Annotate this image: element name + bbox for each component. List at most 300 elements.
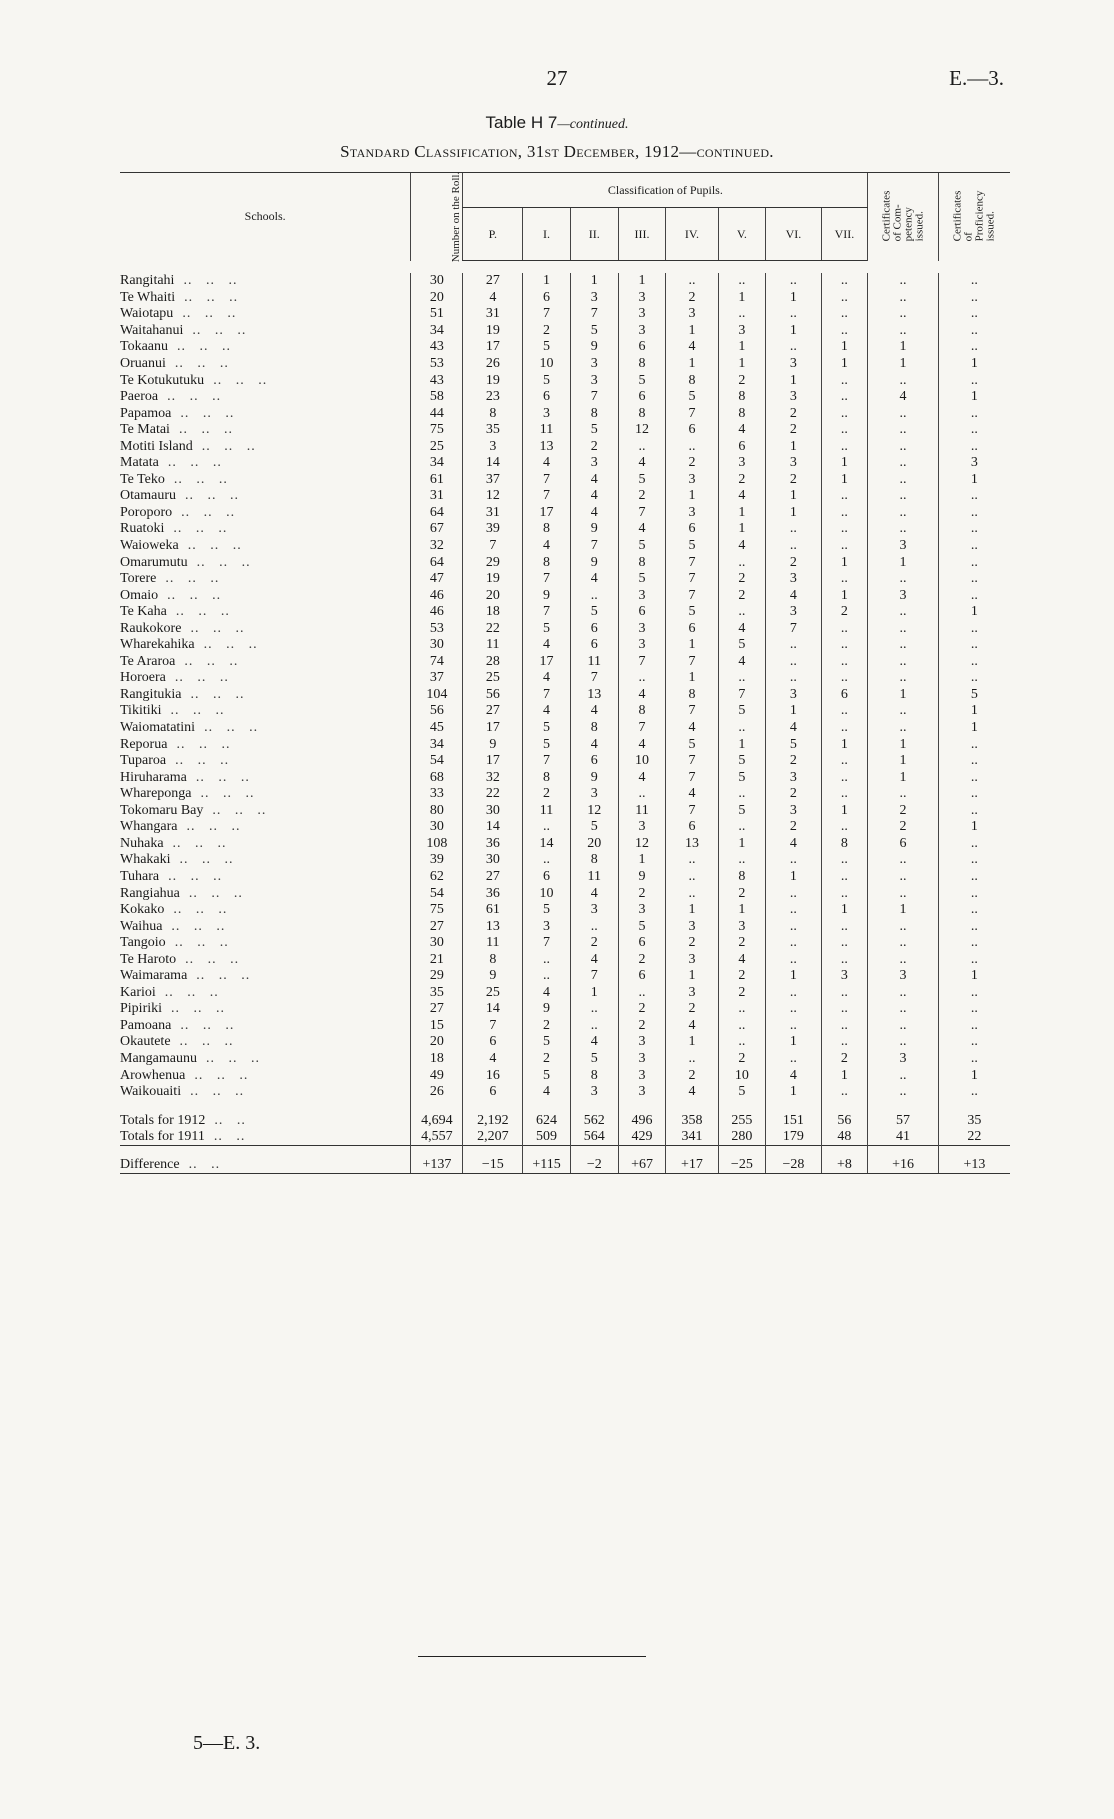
value-cell: .. xyxy=(868,505,939,522)
school-name: Horoera xyxy=(120,670,166,686)
value-cell: .. xyxy=(938,769,1010,786)
value-cell: 3 xyxy=(570,902,618,919)
value-cell: 1 xyxy=(821,587,868,604)
value-cell: 30 xyxy=(411,935,463,952)
value-cell: .. xyxy=(766,538,821,555)
school-name: Tangoio xyxy=(120,935,166,951)
value-cell: 2 xyxy=(666,1001,718,1018)
value-cell: 2 xyxy=(766,422,821,439)
value-cell: 1 xyxy=(666,968,718,985)
value-cell: 5 xyxy=(718,637,766,654)
value-cell: 4 xyxy=(463,290,523,307)
value-cell: 4,694 xyxy=(411,1112,463,1129)
value-cell: 4 xyxy=(570,951,618,968)
value-cell: 1 xyxy=(938,1067,1010,1084)
value-cell: 2 xyxy=(718,985,766,1002)
value-cell: .. xyxy=(868,869,939,886)
value-cell: 18 xyxy=(463,604,523,621)
school-name-cell xyxy=(120,951,411,968)
value-cell: 53 xyxy=(411,356,463,373)
value-cell: 58 xyxy=(411,389,463,406)
value-cell: 5 xyxy=(523,736,571,753)
value-cell: .. xyxy=(821,422,868,439)
value-cell: 19 xyxy=(463,323,523,340)
value-cell: 43 xyxy=(411,339,463,356)
table-row xyxy=(120,769,1010,786)
value-cell: .. xyxy=(868,703,939,720)
value-cell: .. xyxy=(766,852,821,869)
school-name: Matata xyxy=(120,455,159,471)
value-cell: .. xyxy=(718,786,766,803)
value-cell: 2 xyxy=(718,372,766,389)
school-name: Whakaki xyxy=(120,852,171,868)
value-cell: 6 xyxy=(570,637,618,654)
table-row xyxy=(120,455,1010,472)
value-cell: 19 xyxy=(463,372,523,389)
value-cell: 11 xyxy=(570,654,618,671)
value-cell: 7 xyxy=(463,538,523,555)
school-name-cell xyxy=(120,836,411,853)
value-cell: .. xyxy=(868,1067,939,1084)
school-name-cell xyxy=(120,803,411,820)
leader-dots: .. .. .. xyxy=(164,471,228,487)
value-cell: .. xyxy=(938,951,1010,968)
value-cell: 1 xyxy=(868,554,939,571)
value-cell: 39 xyxy=(463,521,523,538)
table-title-suffix: —continued. xyxy=(557,117,629,132)
school-name-cell xyxy=(120,422,411,439)
value-cell: 27 xyxy=(463,273,523,290)
value-cell: 2 xyxy=(618,885,666,902)
school-name-cell xyxy=(120,505,411,522)
value-cell: 20 xyxy=(463,587,523,604)
value-cell: .. xyxy=(868,472,939,489)
value-cell: .. xyxy=(821,1034,868,1051)
value-cell: 5 xyxy=(570,604,618,621)
value-cell: .. xyxy=(821,869,868,886)
value-cell: 8 xyxy=(718,389,766,406)
value-cell: .. xyxy=(938,786,1010,803)
value-cell: .. xyxy=(938,1051,1010,1068)
class-header-p: P. xyxy=(463,208,523,261)
school-name-cell xyxy=(120,521,411,538)
school-name-cell xyxy=(120,323,411,340)
leader-dots: .. .. .. xyxy=(164,902,228,918)
leader-dots: .. .. .. xyxy=(187,554,251,570)
leader-dots: .. .. .. xyxy=(155,984,219,1000)
value-cell: 1 xyxy=(868,736,939,753)
value-cell: 6 xyxy=(618,339,666,356)
value-cell: 341 xyxy=(666,1129,718,1146)
value-cell: 1 xyxy=(718,505,766,522)
value-cell: 25 xyxy=(463,670,523,687)
value-cell: .. xyxy=(821,951,868,968)
value-cell: .. xyxy=(766,918,821,935)
value-cell: 5 xyxy=(618,918,666,935)
class-header-iii: III. xyxy=(618,208,666,261)
value-cell: 4 xyxy=(718,951,766,968)
leader-dots: .. .. .. xyxy=(181,620,245,636)
value-cell: 30 xyxy=(411,273,463,290)
value-cell: 7 xyxy=(570,306,618,323)
value-cell: .. xyxy=(938,985,1010,1002)
value-cell: 17 xyxy=(523,654,571,671)
school-name-cell xyxy=(120,538,411,555)
school-name: Te Matai xyxy=(120,422,170,438)
leader-dots: .. .. .. xyxy=(187,968,251,984)
leader-dots: .. .. .. xyxy=(175,653,239,669)
value-cell: 17 xyxy=(463,753,523,770)
value-cell: 11 xyxy=(463,637,523,654)
school-name-cell xyxy=(120,1156,411,1173)
value-cell: 10 xyxy=(718,1067,766,1084)
classification-table xyxy=(120,172,1010,1174)
school-name: Tokomaru Bay xyxy=(120,802,204,818)
school-name: Oruanui xyxy=(120,356,166,371)
school-name: Whareponga xyxy=(120,786,192,802)
value-cell: 4 xyxy=(618,455,666,472)
value-cell: 6 xyxy=(570,753,618,770)
school-name: Te Kotukutuku xyxy=(120,372,205,388)
value-cell: 7 xyxy=(618,720,666,737)
table-row xyxy=(120,753,1010,770)
value-cell: 2 xyxy=(523,323,571,340)
value-cell: .. xyxy=(766,951,821,968)
value-cell: 7 xyxy=(523,604,571,621)
school-name: Arowhenua xyxy=(120,1067,186,1083)
value-cell: 3 xyxy=(766,604,821,621)
value-cell: 2 xyxy=(523,786,571,803)
value-cell: 3 xyxy=(766,687,821,704)
value-cell: 3 xyxy=(618,1084,666,1101)
value-cell: 3 xyxy=(618,1034,666,1051)
value-cell: 4 xyxy=(868,389,939,406)
value-cell: 8 xyxy=(718,869,766,886)
value-cell: 1 xyxy=(868,339,939,356)
school-name: Tuparoa xyxy=(120,753,167,769)
value-cell: 1 xyxy=(766,869,821,886)
value-cell: 37 xyxy=(411,670,463,687)
value-cell: .. xyxy=(766,1001,821,1018)
value-cell: .. xyxy=(868,290,939,307)
school-name: Poroporo xyxy=(120,504,173,520)
school-name-cell xyxy=(120,918,411,935)
table-row xyxy=(120,604,1010,621)
school-name: Mangamaunu xyxy=(120,1050,197,1066)
value-cell: 3 xyxy=(666,985,718,1002)
value-cell: .. xyxy=(766,935,821,952)
value-cell: 3 xyxy=(618,587,666,604)
table-row xyxy=(120,720,1010,737)
value-cell: .. xyxy=(821,1001,868,1018)
value-cell: 29 xyxy=(411,968,463,985)
value-cell: 2 xyxy=(718,885,766,902)
value-cell: 3 xyxy=(718,918,766,935)
school-name-cell xyxy=(120,935,411,952)
school-name-cell xyxy=(120,389,411,406)
value-cell: 1 xyxy=(718,339,766,356)
value-cell: .. xyxy=(868,654,939,671)
school-name: Totals for 1912 xyxy=(120,1112,206,1128)
school-name-cell xyxy=(120,620,411,637)
value-cell: .. xyxy=(938,670,1010,687)
leader-dots: .. .. .. xyxy=(181,1084,245,1100)
value-cell: .. xyxy=(666,438,718,455)
value-cell: .. xyxy=(821,323,868,340)
value-cell: 34 xyxy=(411,736,463,753)
leader-dots: .. .. .. xyxy=(175,289,239,305)
value-cell: 7 xyxy=(523,571,571,588)
value-cell: 13 xyxy=(523,438,571,455)
value-cell: 564 xyxy=(570,1129,618,1146)
value-cell: 5 xyxy=(523,902,571,919)
value-cell: 54 xyxy=(411,753,463,770)
value-cell: 44 xyxy=(411,405,463,422)
value-cell: 27 xyxy=(463,703,523,720)
value-cell: 13 xyxy=(463,918,523,935)
value-cell: 8 xyxy=(523,769,571,786)
table-row xyxy=(120,935,1010,952)
value-cell: 6 xyxy=(821,687,868,704)
value-cell: .. xyxy=(868,273,939,290)
value-cell: 12 xyxy=(463,488,523,505)
table-title xyxy=(0,113,1114,133)
leader-dots: .. .. xyxy=(179,1156,221,1172)
value-cell: .. xyxy=(821,670,868,687)
value-cell: 1 xyxy=(618,273,666,290)
school-name-cell xyxy=(120,687,411,704)
value-cell: .. xyxy=(868,405,939,422)
value-cell: 1 xyxy=(666,323,718,340)
value-cell: .. xyxy=(868,438,939,455)
value-cell: 3 xyxy=(618,902,666,919)
value-cell: 1 xyxy=(766,1084,821,1101)
leader-dots: .. .. .. xyxy=(175,488,239,504)
value-cell: .. xyxy=(938,852,1010,869)
value-cell: .. xyxy=(821,852,868,869)
value-cell: 1 xyxy=(868,753,939,770)
value-cell: .. xyxy=(938,902,1010,919)
value-cell: 1 xyxy=(766,438,821,455)
value-cell: 3 xyxy=(766,571,821,588)
value-cell: 2 xyxy=(666,290,718,307)
school-name: Pipiriki xyxy=(120,1001,163,1017)
school-name: Rangitahi xyxy=(120,273,175,289)
value-cell: 31 xyxy=(463,306,523,323)
value-cell: 3 xyxy=(938,455,1010,472)
value-cell: .. xyxy=(821,985,868,1002)
value-cell: .. xyxy=(766,306,821,323)
value-cell: .. xyxy=(821,753,868,770)
value-cell: .. xyxy=(618,985,666,1002)
value-cell: .. xyxy=(938,753,1010,770)
table-row xyxy=(120,951,1010,968)
value-cell: 8 xyxy=(463,951,523,968)
value-cell: .. xyxy=(938,323,1010,340)
school-name: Whangara xyxy=(120,819,178,835)
value-cell: .. xyxy=(766,1018,821,1035)
value-cell: .. xyxy=(821,885,868,902)
value-cell: 5 xyxy=(523,720,571,737)
school-name-cell xyxy=(120,306,411,323)
totals-row-1911 xyxy=(120,1129,1010,1146)
value-cell: 29 xyxy=(463,554,523,571)
value-cell: .. xyxy=(766,985,821,1002)
value-cell: .. xyxy=(821,819,868,836)
value-cell: 1 xyxy=(718,356,766,373)
value-cell: 5 xyxy=(718,803,766,820)
school-name-cell xyxy=(120,736,411,753)
value-cell: 1 xyxy=(868,769,939,786)
value-cell: .. xyxy=(938,306,1010,323)
value-cell: .. xyxy=(938,836,1010,853)
value-cell: 28 xyxy=(463,654,523,671)
value-cell: 67 xyxy=(411,521,463,538)
table-row xyxy=(120,372,1010,389)
table-row xyxy=(120,405,1010,422)
value-cell: .. xyxy=(938,654,1010,671)
value-cell: 53 xyxy=(411,620,463,637)
value-cell: 26 xyxy=(463,356,523,373)
value-cell: 1 xyxy=(821,736,868,753)
leader-dots: .. .. .. xyxy=(166,604,230,620)
table-row xyxy=(120,438,1010,455)
value-cell: 26 xyxy=(411,1084,463,1101)
leader-dots: .. .. .. xyxy=(181,686,245,702)
value-cell: 4 xyxy=(766,587,821,604)
value-cell: .. xyxy=(718,1001,766,1018)
value-cell: 1 xyxy=(766,290,821,307)
value-cell: 3 xyxy=(523,405,571,422)
value-cell: .. xyxy=(766,885,821,902)
value-cell: .. xyxy=(766,339,821,356)
value-cell: 57 xyxy=(868,1112,939,1129)
value-cell: .. xyxy=(868,852,939,869)
value-cell: 3 xyxy=(570,455,618,472)
value-cell: 17 xyxy=(463,720,523,737)
leader-dots: .. .. .. xyxy=(158,389,222,405)
value-cell: 2 xyxy=(821,604,868,621)
value-cell: 1 xyxy=(938,356,1010,373)
value-cell: .. xyxy=(766,670,821,687)
value-cell: .. xyxy=(868,985,939,1002)
value-cell: 1 xyxy=(821,902,868,919)
value-cell: .. xyxy=(718,819,766,836)
value-cell: 27 xyxy=(411,1001,463,1018)
value-cell: 1 xyxy=(821,554,868,571)
value-cell: .. xyxy=(821,405,868,422)
value-cell: 22 xyxy=(938,1129,1010,1146)
value-cell: 7 xyxy=(666,769,718,786)
value-cell: 4 xyxy=(570,1034,618,1051)
value-cell: 7 xyxy=(523,472,571,489)
value-cell: 4 xyxy=(523,670,571,687)
value-cell: 10 xyxy=(618,753,666,770)
school-name-cell xyxy=(120,985,411,1002)
value-cell: 4 xyxy=(570,703,618,720)
school-name: Papamoa xyxy=(120,405,172,421)
classification-header-label: Classification of Pupils. xyxy=(607,182,723,197)
school-name: Rangitukia xyxy=(120,686,182,702)
value-cell: .. xyxy=(666,1051,718,1068)
value-cell: 1 xyxy=(718,290,766,307)
leader-dots: .. .. .. xyxy=(162,918,226,934)
school-name-cell xyxy=(120,637,411,654)
value-cell: 3 xyxy=(618,290,666,307)
school-name: Tikitiki xyxy=(120,703,162,719)
school-name-cell xyxy=(120,339,411,356)
leader-dots: .. .. .. xyxy=(162,1001,226,1017)
value-cell: 5 xyxy=(618,372,666,389)
school-name: Paeroa xyxy=(120,389,159,405)
school-name-cell xyxy=(120,1001,411,1018)
class-header-vi: VI. xyxy=(766,208,821,261)
school-name: Omarumutu xyxy=(120,554,188,570)
value-cell: 5 xyxy=(523,1067,571,1084)
page-code: E.—3. xyxy=(949,66,1004,90)
school-name-cell xyxy=(120,1129,411,1146)
value-cell: 9 xyxy=(570,554,618,571)
value-cell: .. xyxy=(868,323,939,340)
value-cell: 7 xyxy=(666,554,718,571)
value-cell: 30 xyxy=(411,819,463,836)
value-cell: 6 xyxy=(666,521,718,538)
school-name-cell xyxy=(120,902,411,919)
leader-dots: .. .. .. xyxy=(183,322,247,338)
value-cell: 8 xyxy=(618,703,666,720)
value-cell: .. xyxy=(938,869,1010,886)
value-cell: .. xyxy=(666,869,718,886)
value-cell: 1 xyxy=(570,273,618,290)
value-cell: 1 xyxy=(821,472,868,489)
value-cell: 12 xyxy=(570,803,618,820)
value-cell: 1 xyxy=(868,687,939,704)
value-cell: 21 xyxy=(411,951,463,968)
competency-header-label: Certificates of Com- petency issued. xyxy=(880,190,926,242)
table-row xyxy=(120,786,1010,803)
value-cell: 9 xyxy=(570,521,618,538)
value-cell: 4,557 xyxy=(411,1129,463,1146)
classification-header xyxy=(463,173,868,208)
value-cell: 18 xyxy=(411,1051,463,1068)
value-cell: 5 xyxy=(618,538,666,555)
value-cell: 45 xyxy=(411,720,463,737)
value-cell: 3 xyxy=(766,389,821,406)
school-name: Motiti Island xyxy=(120,438,193,454)
value-cell: 5 xyxy=(618,571,666,588)
value-cell: 5 xyxy=(666,538,718,555)
value-cell: 5 xyxy=(570,422,618,439)
value-cell: .. xyxy=(938,935,1010,952)
value-cell: 4 xyxy=(718,654,766,671)
school-name-cell xyxy=(120,273,411,290)
proficiency-header-label: Certificates of Proficiency issued. xyxy=(951,190,997,242)
value-cell: .. xyxy=(868,372,939,389)
value-cell: 2 xyxy=(666,1067,718,1084)
value-cell: 36 xyxy=(463,885,523,902)
school-name-cell xyxy=(120,720,411,737)
value-cell: 1 xyxy=(766,703,821,720)
value-cell: 280 xyxy=(718,1129,766,1146)
value-cell: 4 xyxy=(570,736,618,753)
value-cell: .. xyxy=(938,803,1010,820)
table-row xyxy=(120,620,1010,637)
value-cell: −28 xyxy=(766,1156,821,1173)
value-cell: 9 xyxy=(523,587,571,604)
leader-dots: .. .. .. xyxy=(194,637,258,653)
value-cell: 3 xyxy=(618,306,666,323)
value-cell: 7 xyxy=(666,753,718,770)
